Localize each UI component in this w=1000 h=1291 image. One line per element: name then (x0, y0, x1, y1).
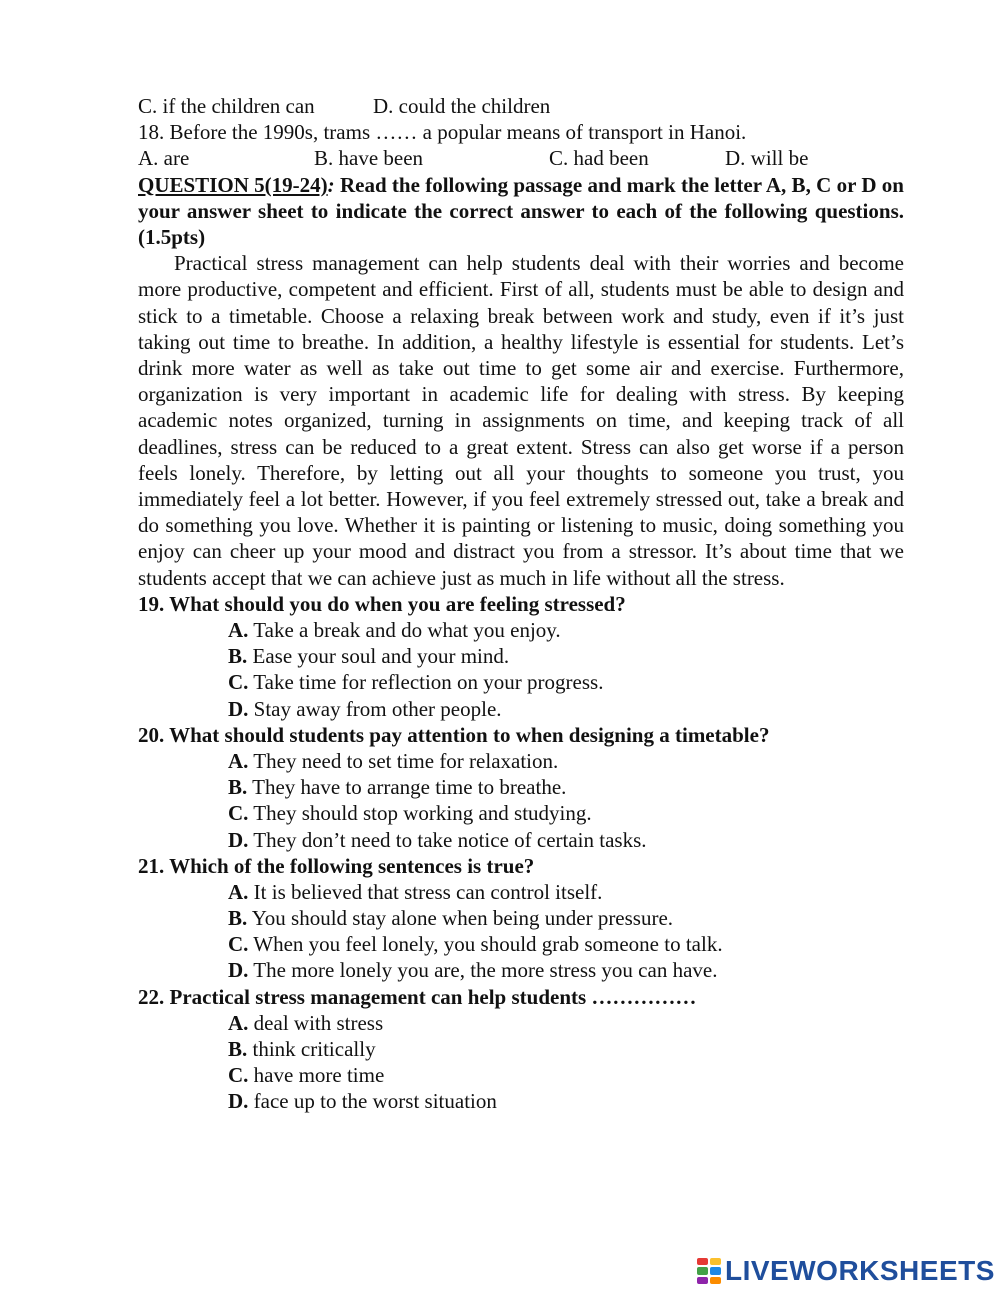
logo-block (710, 1258, 721, 1265)
q18-option-d: D. will be (725, 146, 809, 171)
answer-option[interactable] (138, 1088, 904, 1114)
question5-instruction: Read the following passage and mark the letter A, B, C or D on your answer sheet to indicate the correct answer to each of the following questions. (1.5pts) (138, 172, 904, 249)
option-text: deal with stress (248, 1010, 384, 1035)
logo-block (697, 1258, 708, 1265)
option-letter: D. (228, 958, 249, 983)
question5-label: QUESTION 5(19-24) (138, 172, 328, 197)
option-text: It is believed that stress can control itself. (248, 879, 603, 904)
option-letter: A. (228, 1010, 249, 1035)
option-letter: D. (228, 827, 249, 852)
answer-option[interactable] (138, 1036, 904, 1062)
option-text: think critically (247, 1037, 376, 1061)
question5-header (138, 172, 904, 251)
option-text: Stay away from other people. (248, 696, 502, 721)
option-letter: C. (228, 1063, 249, 1088)
option-text: have more time (248, 1063, 385, 1088)
option-letter: B. (228, 775, 248, 800)
option-letter: D. (228, 696, 249, 721)
option-letter: B. (228, 1037, 248, 1061)
q17-option-c: C. if the children can (138, 94, 315, 118)
question-stem: 21. Which of the following sentences is true? (138, 853, 535, 878)
question-20 (138, 722, 904, 853)
option-letter: A. (228, 618, 249, 642)
option-letter: A. (228, 879, 249, 904)
option-text: They don’t need to take notice of certain tasks. (248, 827, 647, 852)
option-text: Take time for reflection on your progress. (248, 670, 604, 695)
answer-option[interactable] (138, 827, 904, 853)
liveworksheets-icon (697, 1258, 721, 1284)
option-letter: C. (228, 932, 249, 957)
reading-passage: Practical stress management can help students deal with their worries and become more productive, competent and efficient. First of all, students must be able to design and stick to a timetable. Choose a relaxing break between work and study, even if it’s just taking out time to breathe. In addition, a healthy lifestyle is essential for students. Let’s drink more water as well as take out time to get some air and exercise. Furthermore, organization is very important in academic life for dealing with stress. By keeping academic notes organized, turning in assignments on time, and keeping track of all deadlines, stress can be reduced to a great extent. Stress can also get worse if a person feels lonely. Therefore, by letting out all your thoughts to someone you trust, you immediately feel a lot better. However, if you feel extremely stressed out, take a break and do something you love. Whether it is painting or listening to music, doing something you enjoy can cheer up your mood and distract you from a stressor. It’s about time that we students accept that we can achieve just as much in life without all the stress. (138, 251, 904, 590)
question5-colon: : (327, 172, 335, 197)
logo-block (697, 1267, 708, 1274)
question-stem: 20. What should students pay attention to when designing a timetable? (138, 722, 770, 747)
q17-option-d: D. could the children (373, 94, 551, 118)
option-letter: B. (228, 906, 248, 931)
answer-option[interactable] (138, 931, 904, 957)
logo-block (710, 1267, 721, 1274)
question-22 (138, 984, 904, 1115)
liveworksheets-wordmark: LIVEWORKSHEETS (725, 1255, 995, 1286)
answer-option[interactable] (138, 905, 904, 931)
answer-option[interactable] (138, 957, 904, 983)
answer-option[interactable] (138, 879, 904, 905)
option-text: You should stay alone when being under pressure. (247, 906, 674, 931)
option-letter: C. (228, 801, 249, 826)
question-19 (138, 591, 904, 722)
option-text: The more lonely you are, the more stress you can have. (248, 958, 718, 983)
option-text: face up to the worst situation (248, 1089, 497, 1114)
option-letter: C. (228, 670, 249, 695)
answer-option[interactable] (138, 774, 904, 800)
q18-option-b: B. have been (314, 146, 424, 171)
answer-option[interactable] (138, 748, 904, 774)
answer-option[interactable] (138, 669, 904, 695)
option-text: They should stop working and studying. (248, 801, 592, 826)
q17-options-cd (138, 93, 904, 119)
answer-option[interactable] (138, 696, 904, 722)
answer-option[interactable] (138, 643, 904, 669)
answer-option[interactable] (138, 1010, 904, 1036)
question-stem: 22. Practical stress management can help students …………… (138, 984, 697, 1009)
q18-option-c: C. had been (549, 146, 649, 171)
answer-option[interactable] (138, 617, 904, 643)
option-text: They have to arrange time to breathe. (247, 775, 567, 800)
answer-option[interactable] (138, 1062, 904, 1088)
q18-options (138, 145, 904, 171)
option-text: Take a break and do what you enjoy. (248, 618, 561, 642)
option-text: Ease your soul and your mind. (247, 644, 510, 669)
option-text: When you feel lonely, you should grab someone to talk. (248, 932, 723, 957)
question-21 (138, 853, 904, 984)
option-letter: D. (228, 1089, 249, 1114)
worksheet-content (138, 93, 904, 1115)
q18-option-a: A. are (138, 146, 190, 171)
logo-block (697, 1277, 708, 1284)
option-letter: B. (228, 644, 248, 669)
liveworksheets-logo (697, 1254, 995, 1288)
question-stem: 19. What should you do when you are feeling stressed? (138, 591, 626, 616)
logo-block (710, 1277, 721, 1284)
option-text: They need to set time for relaxation. (248, 748, 559, 773)
option-letter: A. (228, 748, 249, 773)
q18-stem: 18. Before the 1990s, trams …… a popular means of transport in Hanoi. (138, 120, 747, 145)
answer-option[interactable] (138, 800, 904, 826)
